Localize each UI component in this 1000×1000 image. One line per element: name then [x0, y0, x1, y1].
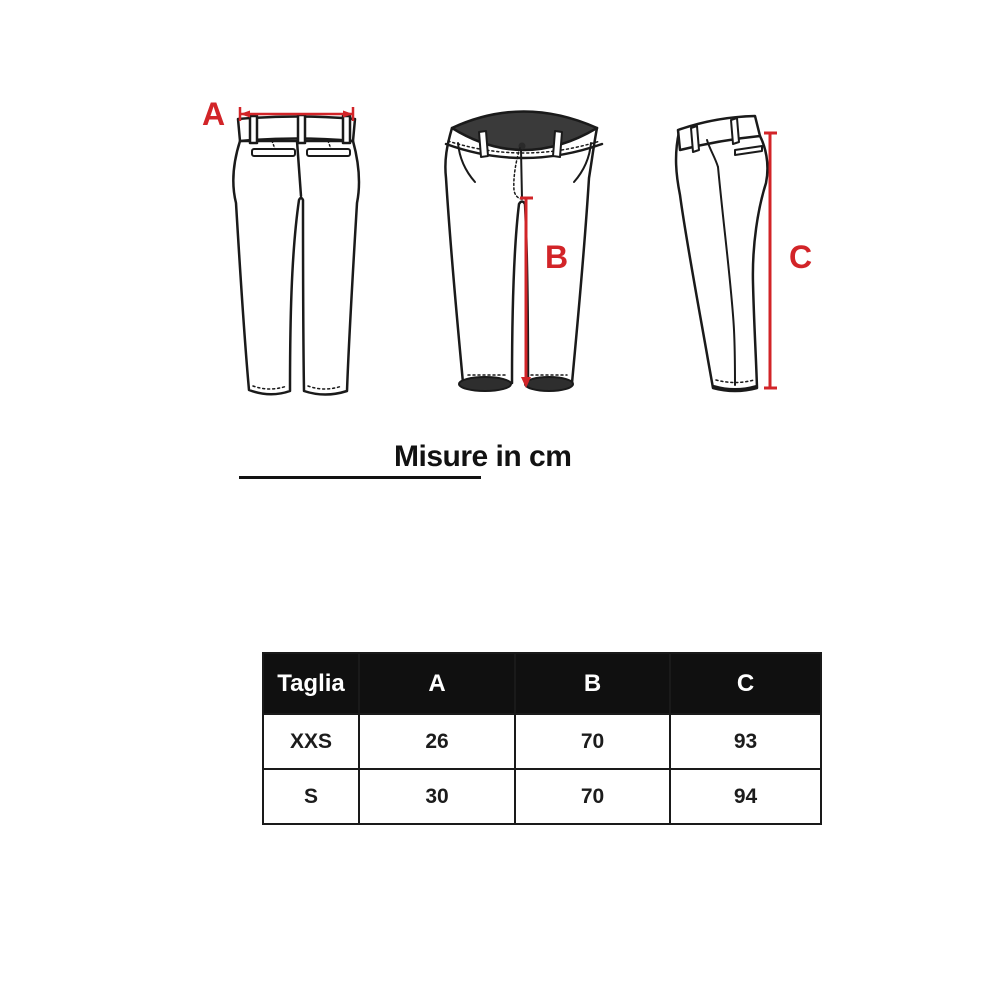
back-pocket-welt	[252, 149, 295, 156]
back-view-silhouette	[233, 141, 359, 395]
belt-loop-icon	[250, 116, 257, 143]
title-underline	[239, 476, 481, 479]
size-table	[262, 652, 822, 825]
measure-a-cell: 30	[359, 769, 515, 824]
size-cell: XXS	[263, 714, 359, 769]
header-cell-taglia: Taglia	[263, 653, 359, 714]
table-row	[263, 769, 821, 824]
center-front-seam	[521, 150, 522, 199]
dark-cuff	[525, 377, 573, 391]
measure-b-cell: 70	[515, 769, 670, 824]
header-cell-b: B	[515, 653, 670, 714]
measure-c-cell: 94	[670, 769, 821, 824]
header-cell-c: C	[670, 653, 821, 714]
pants-back-view-drawing	[195, 95, 380, 415]
side-view-silhouette	[676, 132, 767, 391]
belt-loop-icon	[553, 131, 562, 157]
measure-label-c: C	[789, 239, 813, 275]
belt-loop-icon	[731, 118, 739, 144]
measure-a-cell: 26	[359, 714, 515, 769]
back-pocket-welt	[307, 149, 350, 156]
belt-loop-icon	[479, 131, 488, 157]
measure-c-cell: 93	[670, 714, 821, 769]
belt-loop-icon	[298, 115, 305, 143]
size-cell: S	[263, 769, 359, 824]
table-row	[263, 714, 821, 769]
measure-b-cell: 70	[515, 714, 670, 769]
measure-label-a: A	[202, 96, 226, 132]
measure-label-b: B	[545, 239, 569, 275]
belt-loop-icon	[691, 126, 699, 152]
dark-cuff	[459, 377, 511, 391]
pants-front-view-drawing	[430, 95, 615, 415]
belt-loop-icon	[343, 116, 350, 143]
pants-side-view-drawing	[660, 95, 795, 415]
header-cell-a: A	[359, 653, 515, 714]
table-header-row	[263, 653, 821, 714]
size-chart-title: Misure in cm	[394, 440, 572, 473]
